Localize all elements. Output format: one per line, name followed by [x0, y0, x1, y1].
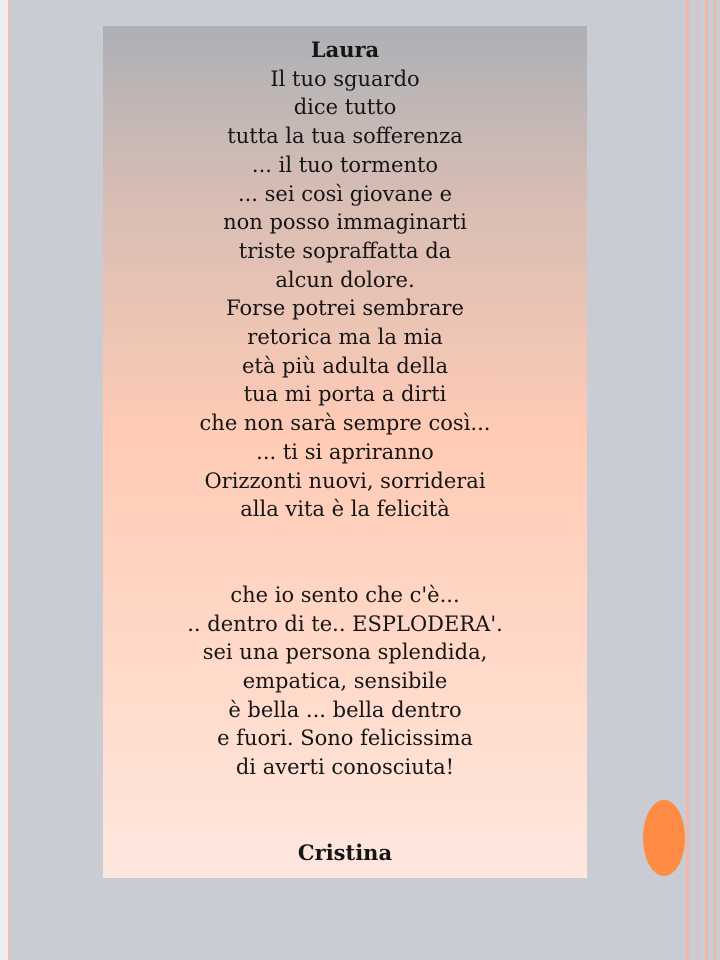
stanza-gap [103, 524, 587, 581]
poem-line: dice tutto [293, 95, 397, 120]
poem-line: non posso immaginarti [223, 210, 467, 235]
left-edge-highlight [0, 0, 8, 960]
left-edge-stripe [8, 0, 10, 960]
poem-line: ... sei così giovane e [237, 181, 453, 206]
poem-line: tutta la tua sofferenza [227, 124, 463, 149]
right-stripe-2 [697, 0, 698, 960]
poem-line: empatica, sensibile [242, 669, 448, 694]
poem-line: Forse potrei sembrare [226, 296, 464, 321]
poem-line: triste sopraffatta da [238, 238, 452, 263]
right-stripe-4 [714, 0, 716, 960]
poem-signature: Cristina [297, 839, 393, 865]
poem-line: retorica ma la mia [247, 325, 443, 350]
right-stripe-1 [686, 0, 689, 960]
poem-line: ... ti si apriranno [256, 439, 434, 464]
poem-line: tua mi porta a dirti [243, 382, 447, 407]
poem-line: che io sento che c'è... [230, 582, 460, 607]
orange-oval-decoration [643, 800, 685, 876]
poem-line: età più adulta della [241, 353, 449, 378]
poem-line: e fuori. Sono felicissima [217, 726, 473, 751]
poem-line: che non sarà sempre così... [199, 411, 491, 436]
signature-gap [103, 782, 587, 839]
poem-panel [103, 26, 587, 878]
poem-line: di averti conosciuta! [235, 755, 455, 780]
poem-line: è bella ... bella dentro [228, 697, 462, 722]
poem-title: Laura [310, 37, 380, 62]
poem-text [103, 36, 587, 868]
poem-line: Il tuo sguardo [270, 66, 420, 91]
poem-line: Orizzonti nuovi, sorriderai [204, 468, 486, 493]
poem-line: .. dentro di te.. ESPLODERA'. [187, 611, 503, 636]
poem-line: alcun dolore. [275, 267, 415, 292]
poem-line: ... il tuo tormento [251, 152, 439, 177]
poem-line: alla vita è la felicità [240, 497, 450, 522]
poem-line: sei una persona splendida, [202, 640, 488, 665]
right-stripe-3 [705, 0, 708, 960]
